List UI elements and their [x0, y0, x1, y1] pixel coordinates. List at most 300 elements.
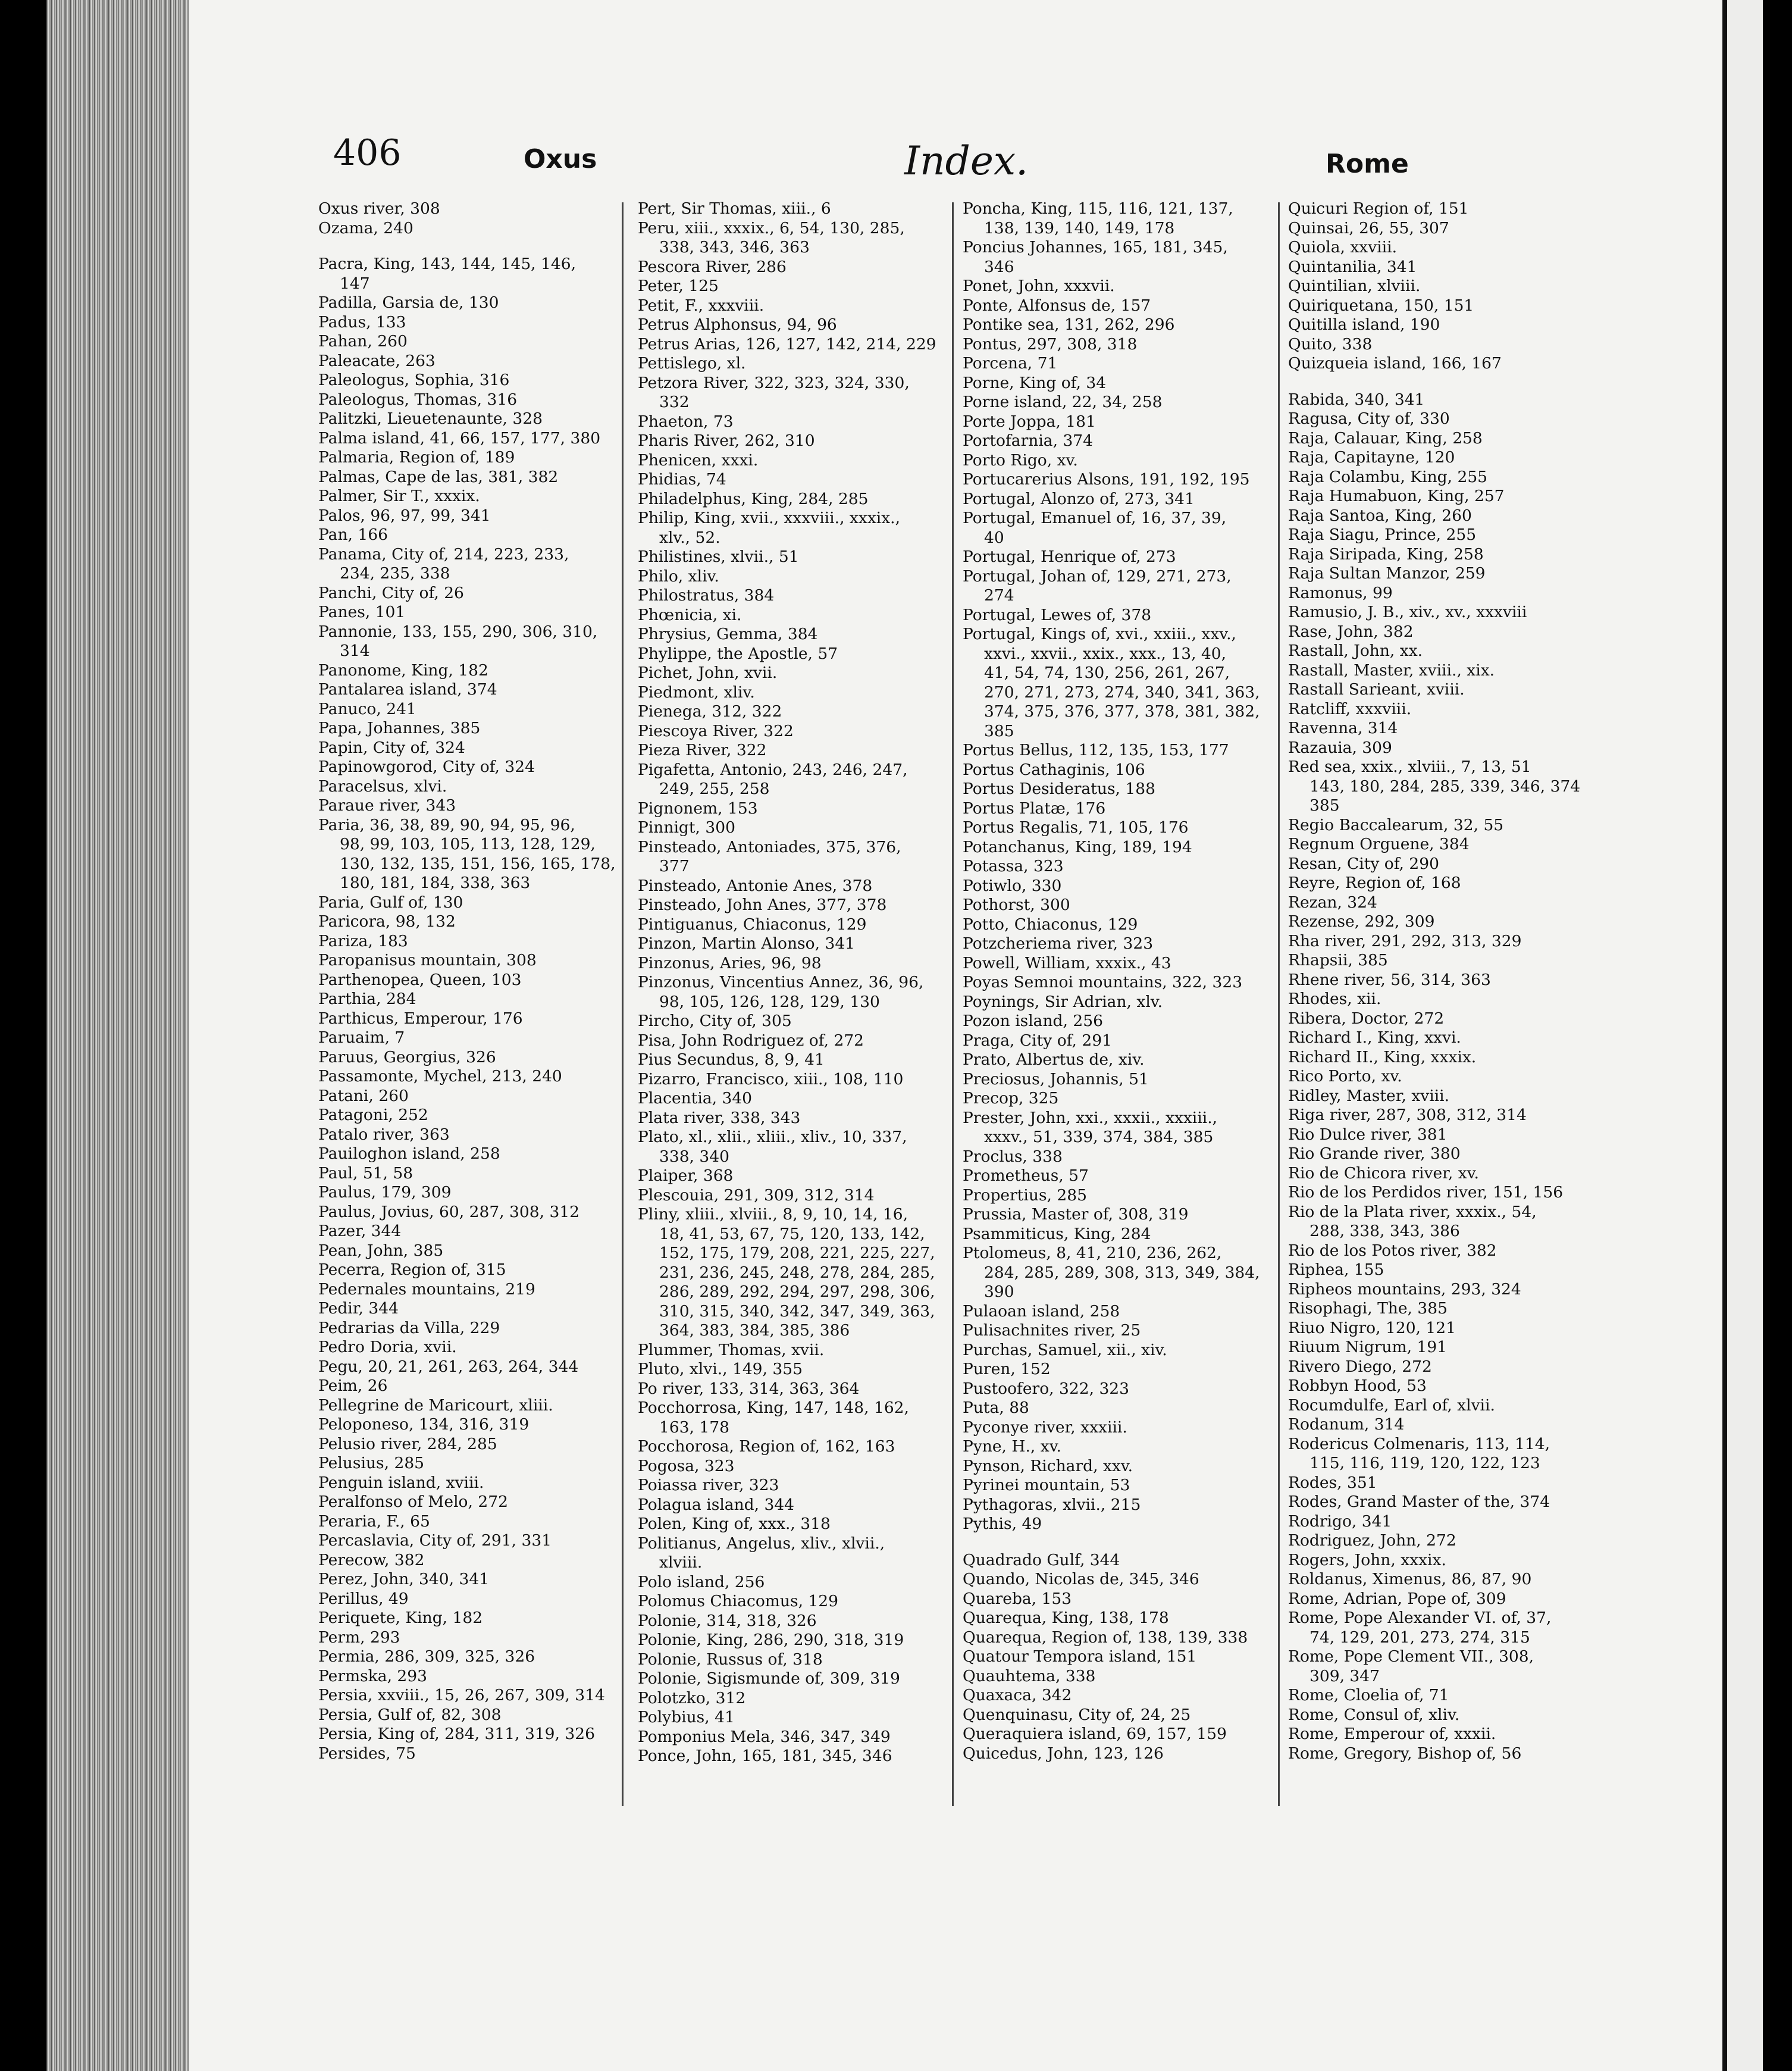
index-entry: Phaeton, 73: [638, 412, 734, 431]
index-entry: Portus Desideratus, 188: [963, 780, 1155, 798]
index-entry: Rio de Chicora river, xv.: [1288, 1163, 1479, 1182]
index-entry: Rodes, Grand Master of the, 374: [1288, 1493, 1550, 1511]
index-entry: Percaslavia, City of, 291, 331: [318, 1531, 552, 1550]
index-entry: Regnum Orguene, 384: [1288, 835, 1470, 853]
index-entry-continuation: 74, 129, 201, 273, 274, 315: [1309, 1628, 1530, 1647]
index-column-2: [638, 199, 959, 1842]
index-entry: Precop, 325: [963, 1089, 1059, 1108]
index-entry-continuation: 18, 41, 53, 67, 75, 120, 133, 142,: [659, 1224, 925, 1243]
index-entry: Richard I., King, xxvi.: [1288, 1028, 1461, 1047]
index-entry: Rase, John, 382: [1288, 622, 1414, 641]
index-entry: Papa, Johannes, 385: [318, 719, 481, 737]
index-entry: Raja, Calauar, King, 258: [1288, 428, 1483, 448]
index-entry: Peru, xiii., xxxix., 6, 54, 130, 285,: [638, 218, 905, 237]
index-entry: Pan, 166: [318, 525, 388, 544]
index-entry: Plata river, 338, 343: [638, 1108, 801, 1127]
page-number: 406: [333, 132, 402, 174]
index-entry: Poynings, Sir Adrian, xlv.: [963, 992, 1163, 1011]
index-column-1: [318, 199, 640, 1842]
index-entry-continuation: 41, 54, 74, 130, 256, 261, 267,: [984, 664, 1230, 682]
index-entry: Pedernales mountains, 219: [318, 1279, 535, 1299]
index-entry: Rio Grande river, 380: [1288, 1144, 1461, 1163]
index-column-3: [963, 199, 1284, 1842]
index-entry: Palitzki, Lieuetenaunte, 328: [318, 409, 543, 428]
index-entry-continuation: 249, 255, 258: [659, 780, 770, 798]
index-entry: Ridley, Master, xviii.: [1288, 1086, 1450, 1105]
page-gutter-rule: [1722, 0, 1727, 2071]
index-entry: Ozama, 240: [318, 218, 413, 237]
index-entry-continuation: 130, 132, 135, 151, 156, 165, 178,: [340, 854, 616, 873]
index-entry: Rezan, 324: [1288, 893, 1377, 912]
index-entry: Rastall, John, xx.: [1288, 642, 1423, 660]
index-entry: Ramonus, 99: [1288, 583, 1393, 602]
index-entry: Pannonie, 133, 155, 290, 306, 310,: [318, 622, 598, 641]
index-entry: Phidias, 74: [638, 470, 726, 489]
index-entry: Pellegrine de Maricourt, xliii.: [318, 1396, 553, 1415]
index-entry: Rhodes, xii.: [1288, 990, 1381, 1008]
index-entry: Quadrado Gulf, 344: [963, 1550, 1120, 1569]
index-entry: Peralfonso of Melo, 272: [318, 1493, 508, 1511]
index-entry: Philistines, xlvii., 51: [638, 548, 799, 566]
index-entry-continuation: 143, 180, 284, 285, 339, 346, 374: [1309, 777, 1581, 796]
index-entry: Puren, 152: [963, 1360, 1051, 1378]
index-entry: Rhapsii, 385: [1288, 951, 1388, 969]
index-entry: Paleologus, Thomas, 316: [318, 390, 518, 409]
index-entry-continuation: 40: [984, 528, 1004, 547]
index-entry: Philo, xliv.: [638, 567, 719, 586]
page-edges: [46, 0, 189, 2071]
index-entry: Propertius, 285: [963, 1185, 1087, 1205]
index-entry: Queraquiera island, 69, 157, 159: [963, 1725, 1227, 1743]
index-entry: Rodanum, 314: [1288, 1415, 1405, 1434]
index-entry: Portofarnia, 374: [963, 431, 1094, 450]
index-entry: Philip, King, xvii., xxxviii., xxxix.,: [638, 509, 901, 527]
index-entry: Paulus, 179, 309: [318, 1183, 452, 1202]
index-entry: Panes, 101: [318, 603, 406, 621]
index-entry: Resan, City of, 290: [1288, 854, 1439, 873]
index-entry: Permia, 286, 309, 325, 326: [318, 1647, 535, 1666]
index-entry: Praga, City of, 291: [963, 1031, 1112, 1050]
index-entry: Porto Rigo, xv.: [963, 451, 1078, 470]
index-entry: Regio Baccalearum, 32, 55: [1288, 815, 1504, 834]
index-entry: Rodes, 351: [1288, 1473, 1377, 1492]
index-entry: Raja Siagu, Prince, 255: [1288, 525, 1477, 544]
index-entry-continuation: 180, 181, 184, 338, 363: [340, 874, 531, 892]
index-entry: Pocchorosa, Region of, 162, 163: [638, 1437, 895, 1456]
index-entry: Rezense, 292, 309: [1288, 912, 1435, 931]
index-entry: Pichet, John, xvii.: [638, 664, 778, 682]
index-entry: Pinzonus, Aries, 96, 98: [638, 953, 822, 972]
index-entry: Raja Sultan Manzor, 259: [1288, 564, 1486, 583]
index-column-4: [1288, 199, 1609, 1842]
index-entry: Pisa, John Rodriguez of, 272: [638, 1031, 864, 1050]
index-entry: Oxus river, 308: [318, 199, 440, 218]
index-entry: Pyrinei mountain, 53: [963, 1476, 1130, 1494]
index-entry: Rodrigo, 341: [1288, 1512, 1392, 1531]
index-entry: Pauiloghon island, 258: [318, 1144, 500, 1163]
index-entry: Portus Regalis, 71, 105, 176: [963, 818, 1189, 837]
index-entry: Pozon island, 256: [963, 1012, 1103, 1030]
index-entry: Pettislego, xl.: [638, 354, 746, 373]
index-entry: Razauia, 309: [1288, 738, 1392, 757]
index-entry-continuation: xlviii.: [659, 1553, 703, 1572]
index-entry: Quicuri Region of, 151: [1288, 199, 1469, 218]
index-entry: Panchi, City of, 26: [318, 583, 464, 602]
index-entry: Raja Colambu, King, 255: [1288, 467, 1488, 486]
index-entry: Potiwlo, 330: [963, 876, 1062, 895]
index-entry: Richard II., King, xxxix.: [1288, 1047, 1477, 1066]
index-entry: Pizarro, Francisco, xiii., 108, 110: [638, 1069, 904, 1088]
index-entry: Proclus, 338: [963, 1147, 1063, 1166]
index-entry-continuation: 147: [340, 274, 370, 293]
index-entry-continuation: 98, 99, 103, 105, 113, 128, 129,: [340, 835, 596, 853]
index-entry: Porcena, 71: [963, 354, 1058, 373]
index-entry: Patani, 260: [318, 1086, 409, 1105]
index-entry: Paria, Gulf of, 130: [318, 893, 463, 912]
index-entry: Rio de los Perdidos river, 151, 156: [1288, 1183, 1564, 1202]
index-entry: Potassa, 323: [963, 857, 1064, 875]
index-entry: Robbyn Hood, 53: [1288, 1377, 1427, 1395]
index-entry: Philostratus, 384: [638, 586, 775, 605]
index-entry: Quarequa, Region of, 138, 139, 338: [963, 1628, 1248, 1647]
index-entry: Portugal, Lewes of, 378: [963, 605, 1152, 624]
index-entry-continuation: 152, 175, 179, 208, 221, 225, 227,: [659, 1244, 935, 1262]
index-entry: Rodericus Colmenaris, 113, 114,: [1288, 1434, 1550, 1453]
index-entry: Quareba, 153: [963, 1589, 1072, 1608]
index-entry: Quintilian, xlviii.: [1288, 277, 1421, 295]
index-entry: Rio Dulce river, 381: [1288, 1125, 1448, 1144]
index-entry-continuation: 270, 271, 273, 274, 340, 341, 363,: [984, 683, 1260, 702]
index-entry-continuation: 138, 139, 140, 149, 178: [984, 218, 1175, 237]
index-entry: Polybius, 41: [638, 1708, 735, 1726]
index-entry: Pomponius Mela, 346, 347, 349: [638, 1727, 891, 1746]
index-entry: Panuco, 241: [318, 699, 416, 718]
index-entry: Polotzko, 312: [638, 1688, 746, 1707]
index-entry: Polonie, 314, 318, 326: [638, 1611, 817, 1630]
index-entry-continuation: 288, 338, 343, 386: [1309, 1222, 1460, 1240]
index-entry: Perez, John, 340, 341: [318, 1570, 490, 1588]
index-entry: Pigafetta, Antonio, 243, 246, 247,: [638, 760, 908, 779]
index-entry: Pynson, Richard, xxv.: [963, 1456, 1133, 1475]
index-entry-continuation: 274: [984, 586, 1014, 605]
index-entry: Ragusa, City of, 330: [1288, 409, 1450, 428]
index-entry: Panama, City of, 214, 223, 233,: [318, 545, 569, 564]
index-entry: Phenicen, xxxi.: [638, 451, 759, 470]
index-entry: Patalo river, 363: [318, 1125, 450, 1144]
index-entry: Quiola, xxviii.: [1288, 238, 1398, 256]
index-entry: Pedro Doria, xvii.: [318, 1338, 457, 1356]
index-entry: Placentia, 340: [638, 1089, 753, 1108]
index-entry: Palmaria, Region of, 189: [318, 448, 515, 467]
index-entry: Pedir, 344: [318, 1299, 399, 1318]
index-entry: Paricora, 98, 132: [318, 912, 456, 931]
index-entry-continuation: 377: [659, 857, 690, 875]
guide-word-left: Oxus: [524, 144, 597, 174]
index-entry: Risophagi, The, 385: [1288, 1299, 1448, 1318]
index-entry: Portugal, Emanuel of, 16, 37, 39,: [963, 509, 1227, 527]
index-entry: Quizqueia island, 166, 167: [1288, 354, 1502, 373]
index-entry: Rome, Emperour of, xxxii.: [1288, 1725, 1496, 1743]
index-entry: Reyre, Region of, 168: [1288, 874, 1461, 892]
index-entry: Pinzonus, Vincentius Annez, 36, 96,: [638, 973, 924, 991]
index-entry: Rabida, 340, 341: [1288, 390, 1425, 409]
index-entry: Palma island, 41, 66, 157, 177, 380: [318, 428, 601, 448]
index-entry: Raja Humabuon, King, 257: [1288, 487, 1505, 505]
index-entry: Polomus Chiacomus, 129: [638, 1592, 838, 1610]
index-entry: Rastall Sarieant, xviii.: [1288, 680, 1465, 699]
index-entry-continuation: 374, 375, 376, 377, 378, 381, 382,: [984, 702, 1260, 721]
index-entry: Perm, 293: [318, 1628, 400, 1647]
index-entry: Paruus, Georgius, 326: [318, 1047, 496, 1066]
index-entry: Passamonte, Mychel, 213, 240: [318, 1067, 562, 1085]
index-entry: Rodriguez, John, 272: [1288, 1531, 1456, 1550]
index-entry: Pluto, xlvi., 149, 355: [638, 1360, 803, 1378]
index-entry: Prometheus, 57: [963, 1166, 1089, 1185]
index-entry: Rome, Consul of, xliv.: [1288, 1705, 1460, 1724]
index-entry: Panonome, King, 182: [318, 661, 488, 680]
index-entry: Ramusio, J. B., xiv., xv., xxxviii: [1288, 603, 1527, 621]
index-entry: Pelusio river, 284, 285: [318, 1434, 497, 1453]
index-entry: Ratcliff, xxxviii.: [1288, 699, 1412, 718]
index-entry: Ponet, John, xxxvii.: [963, 277, 1115, 295]
index-entry: Pienega, 312, 322: [638, 702, 782, 721]
index-entry: Poyas Semnoi mountains, 322, 323: [963, 973, 1243, 991]
index-entry: Persides, 75: [318, 1744, 416, 1763]
index-entry: Quando, Nicolas de, 345, 346: [963, 1570, 1199, 1588]
index-entry: Piedmont, xliv.: [638, 683, 755, 702]
index-entry: Red sea, xxix., xlviii., 7, 13, 51: [1288, 758, 1531, 776]
index-entry: Porne island, 22, 34, 258: [963, 393, 1163, 411]
index-entry: Paul, 51, 58: [318, 1163, 413, 1182]
index-entry: Petit, F., xxxviii.: [638, 296, 765, 315]
index-entry-continuation: 231, 236, 245, 248, 278, 284, 285,: [659, 1263, 935, 1282]
index-entry: Riga river, 287, 308, 312, 314: [1288, 1106, 1527, 1124]
index-entry: Pignonem, 153: [638, 799, 758, 818]
index-entry: Paropanisus mountain, 308: [318, 951, 537, 969]
index-entry: Quicedus, John, 123, 126: [963, 1744, 1164, 1763]
index-entry: Petrus Arias, 126, 127, 142, 214, 229: [638, 334, 936, 353]
index-entry: Phœnicia, xi.: [638, 605, 742, 624]
index-entry: Politianus, Angelus, xliv., xlvii.,: [638, 1534, 885, 1553]
index-entry-continuation: xxxv., 51, 339, 374, 384, 385: [984, 1128, 1214, 1146]
index-entry: Puta, 88: [963, 1399, 1029, 1417]
index-entry-continuation: 385: [1309, 796, 1340, 815]
index-entry: Purchas, Samuel, xii., xiv.: [963, 1340, 1167, 1359]
index-entry: Piescoya River, 322: [638, 721, 794, 740]
index-entry-continuation: 310, 315, 340, 342, 347, 349, 363,: [659, 1302, 935, 1321]
index-entry: Polo island, 256: [638, 1572, 765, 1591]
index-entry: Rome, Cloelia of, 71: [1288, 1686, 1449, 1704]
index-entry: Petzora River, 322, 323, 324, 330,: [638, 373, 910, 392]
index-entry: Pocchorrosa, King, 147, 148, 162,: [638, 1399, 909, 1417]
index-entry: Portus Cathaginis, 106: [963, 760, 1145, 779]
index-entry: Persia, xxviii., 15, 26, 267, 309, 314: [318, 1686, 605, 1704]
index-entry: Rome, Pope Alexander VI. of, 37,: [1288, 1609, 1552, 1627]
index-entry: Paracelsus, xlvi.: [318, 777, 447, 796]
index-entry: Papinowgorod, City of, 324: [318, 758, 535, 776]
index-entry: Parthenopea, Queen, 103: [318, 970, 522, 989]
index-entry: Pulaoan island, 258: [963, 1302, 1120, 1321]
index-entry: Portugal, Henrique of, 273: [963, 548, 1176, 566]
index-entry-continuation: 390: [984, 1282, 1014, 1301]
index-title: Index.: [904, 138, 1029, 184]
index-entry: Riuo Nigro, 120, 121: [1288, 1318, 1456, 1337]
index-entry: Rome, Adrian, Pope of, 309: [1288, 1589, 1506, 1608]
index-entry: Potto, Chiaconus, 129: [963, 915, 1138, 934]
index-entry: Pontus, 297, 308, 318: [963, 334, 1138, 353]
index-entry: Plato, xl., xlii., xliii., xliv., 10, 337,: [638, 1128, 907, 1146]
index-entry: Rivero Diego, 272: [1288, 1357, 1432, 1376]
index-entry: Roldanus, Ximenus, 86, 87, 90: [1288, 1570, 1532, 1588]
index-entry: Perecow, 382: [318, 1550, 425, 1569]
index-entry-continuation: 332: [659, 393, 690, 411]
index-entry-continuation: 364, 383, 384, 385, 386: [659, 1321, 850, 1340]
index-entry: Quitilla island, 190: [1288, 315, 1440, 334]
index-entry: Pythagoras, xlvii., 215: [963, 1495, 1141, 1514]
index-entry: Portus Platæ, 176: [963, 799, 1106, 818]
index-entry: Pedrarias da Villa, 229: [318, 1318, 500, 1337]
index-entry-continuation: 163, 178: [659, 1418, 730, 1437]
index-entry: Poncius Johannes, 165, 181, 345,: [963, 238, 1228, 256]
index-entry: Po river, 133, 314, 363, 364: [638, 1379, 860, 1398]
index-entry-continuation: 234, 235, 338: [340, 564, 450, 583]
index-entry: Polagua island, 344: [638, 1495, 795, 1514]
index-entry: Parthicus, Emperour, 176: [318, 1009, 523, 1028]
index-entry: Porte Joppa, 181: [963, 412, 1096, 431]
index-entry: Pert, Sir Thomas, xiii., 6: [638, 199, 831, 218]
index-entry: Potzcheriema river, 323: [963, 934, 1154, 953]
index-entry: Riphea, 155: [1288, 1260, 1384, 1279]
index-entry: Philadelphus, King, 284, 285: [638, 489, 869, 508]
index-entry: Pontike sea, 131, 262, 296: [963, 315, 1175, 334]
index-entry: Paleacate, 263: [318, 351, 436, 370]
index-entry: Potanchanus, King, 189, 194: [963, 837, 1192, 856]
index-entry-continuation: 314: [340, 642, 370, 660]
index-entry: Plummer, Thomas, xvii.: [638, 1340, 825, 1359]
index-entry: Pinsteado, Antonie Anes, 378: [638, 876, 873, 895]
index-entry: Psammiticus, King, 284: [963, 1224, 1151, 1243]
index-entry: Preciosus, Johannis, 51: [963, 1069, 1149, 1088]
index-entry: Prester, John, xxi., xxxii., xxxiii.,: [963, 1108, 1218, 1127]
index-entry: Pyconye river, xxxiii.: [963, 1418, 1127, 1437]
guide-word-right: Rome: [1326, 149, 1409, 179]
index-entry: Rhene river, 56, 314, 363: [1288, 970, 1491, 989]
index-entry: Paulus, Jovius, 60, 287, 308, 312: [318, 1202, 580, 1221]
index-entry: Quauhtema, 338: [963, 1666, 1096, 1685]
index-entry: Pustoofero, 322, 323: [963, 1379, 1130, 1398]
index-entry-continuation: 284, 285, 289, 308, 313, 349, 384,: [984, 1263, 1260, 1282]
index-entry: Pinsteado, John Anes, 377, 378: [638, 896, 887, 914]
index-entry: Portucarerius Alsons, 191, 192, 195: [963, 470, 1250, 489]
index-entry: Raja Siripada, King, 258: [1288, 545, 1484, 564]
index-entry: Quinsai, 26, 55, 307: [1288, 218, 1449, 237]
index-entry: Persia, Gulf of, 82, 308: [318, 1705, 502, 1724]
index-entry: Paria, 36, 38, 89, 90, 94, 95, 96,: [318, 815, 575, 834]
index-entry: Polen, King of, xxx., 318: [638, 1515, 831, 1533]
index-entry: Ribera, Doctor, 272: [1288, 1009, 1445, 1028]
index-entry: Ravenna, 314: [1288, 719, 1398, 737]
index-entry: Portus Bellus, 112, 135, 153, 177: [963, 741, 1229, 759]
index-entry: Quito, 338: [1288, 334, 1373, 353]
index-entry: Portugal, Kings of, xvi., xxiii., xxv.,: [963, 625, 1236, 643]
index-entry: Polonie, King, 286, 290, 318, 319: [638, 1631, 904, 1649]
index-entry: Portugal, Alonzo of, 273, 341: [963, 489, 1195, 508]
index-entry: Raja, Capitayne, 120: [1288, 448, 1455, 467]
index-entry: Phrysius, Gemma, 384: [638, 625, 818, 643]
index-entry: Persia, King of, 284, 311, 319, 326: [318, 1725, 595, 1743]
index-entry: Periquete, King, 182: [318, 1609, 483, 1627]
index-entry: Rio de los Potos river, 382: [1288, 1241, 1497, 1260]
index-entry: Pinzon, Martin Alonso, 341: [638, 934, 856, 953]
index-entry: Quarequa, King, 138, 178: [963, 1609, 1169, 1627]
index-entry: Pean, John, 385: [318, 1241, 444, 1260]
index-entry: Polonie, Sigismunde of, 309, 319: [638, 1669, 900, 1688]
index-entry: Palos, 96, 97, 99, 341: [318, 506, 491, 525]
index-entry: Rastall, Master, xviii., xix.: [1288, 661, 1495, 680]
index-entry: Rogers, John, xxxix.: [1288, 1550, 1446, 1569]
index-entry: Rio de la Plata river, xxxix., 54,: [1288, 1202, 1537, 1221]
index-entry: Ripheos mountains, 293, 324: [1288, 1279, 1521, 1299]
index-entry: Penguin island, xviii.: [318, 1473, 484, 1492]
index-entry: Pharis River, 262, 310: [638, 431, 815, 450]
index-entry: Polonie, Russus of, 318: [638, 1650, 823, 1669]
index-entry: Peraria, F., 65: [318, 1512, 430, 1531]
index-entry: Pliny, xliii., xlviii., 8, 9, 10, 14, 16,: [638, 1205, 908, 1224]
index-entry: Pius Secundus, 8, 9, 41: [638, 1050, 825, 1069]
index-entry-continuation: 346: [984, 257, 1014, 276]
facing-page-edge: [1727, 0, 1763, 2071]
index-entry: Pircho, City of, 305: [638, 1012, 792, 1030]
index-entry: Phylippe, the Apostle, 57: [638, 644, 838, 663]
index-entry: Plaiper, 368: [638, 1166, 734, 1185]
index-entry: Poncha, King, 115, 116, 121, 137,: [963, 199, 1233, 218]
index-entry-continuation: 338, 340: [659, 1147, 730, 1166]
index-entry: Pelusius, 285: [318, 1454, 425, 1472]
index-entry: Ponce, John, 165, 181, 345, 346: [638, 1747, 892, 1765]
index-entry: Pazer, 344: [318, 1222, 402, 1240]
index-entry: Patagoni, 252: [318, 1106, 428, 1124]
index-entry: Padilla, Garsia de, 130: [318, 293, 499, 312]
index-entry: Peter, 125: [638, 277, 719, 295]
index-entry: Pahan, 260: [318, 332, 408, 351]
index-entry: Prussia, Master of, 308, 319: [963, 1205, 1189, 1224]
index-entry: Quaxaca, 342: [963, 1686, 1072, 1704]
index-entry-continuation: 309, 347: [1309, 1666, 1380, 1685]
index-entry: Poiassa river, 323: [638, 1476, 779, 1494]
index-entry: Palmer, Sir T., xxxix.: [318, 487, 480, 505]
index-entry-continuation: 338, 343, 346, 363: [659, 238, 810, 256]
index-entry: Quatour Tempora island, 151: [963, 1647, 1197, 1666]
index-entry: Powell, William, xxxix., 43: [963, 953, 1171, 972]
index-entry: Petrus Alphonsus, 94, 96: [638, 315, 837, 334]
index-entry: Rico Porto, xv.: [1288, 1067, 1402, 1085]
index-entry: Pacra, King, 143, 144, 145, 146,: [318, 255, 577, 273]
index-entry-continuation: xxvi., xxvii., xxix., xxx., 13, 40,: [984, 644, 1227, 663]
index-entry: Plescouia, 291, 309, 312, 314: [638, 1185, 875, 1205]
index-entry-continuation: 98, 105, 126, 128, 129, 130: [659, 992, 880, 1011]
index-entry: Porne, King of, 34: [963, 373, 1107, 392]
index-entry-continuation: 385: [984, 721, 1014, 740]
index-entry: Pintiguanus, Chiaconus, 129: [638, 915, 867, 934]
index-entry: Ptolomeus, 8, 41, 210, 236, 262,: [963, 1244, 1222, 1262]
index-entry: Pariza, 183: [318, 931, 408, 950]
index-entry: Ponte, Alfonsus de, 157: [963, 296, 1151, 315]
index-entry: Quintanilia, 341: [1288, 257, 1417, 276]
index-entry: Peim, 26: [318, 1377, 388, 1395]
index-entry: Rha river, 291, 292, 313, 329: [1288, 931, 1522, 950]
index-entry: Pulisachnites river, 25: [963, 1321, 1141, 1340]
index-entry: Perillus, 49: [318, 1589, 409, 1608]
